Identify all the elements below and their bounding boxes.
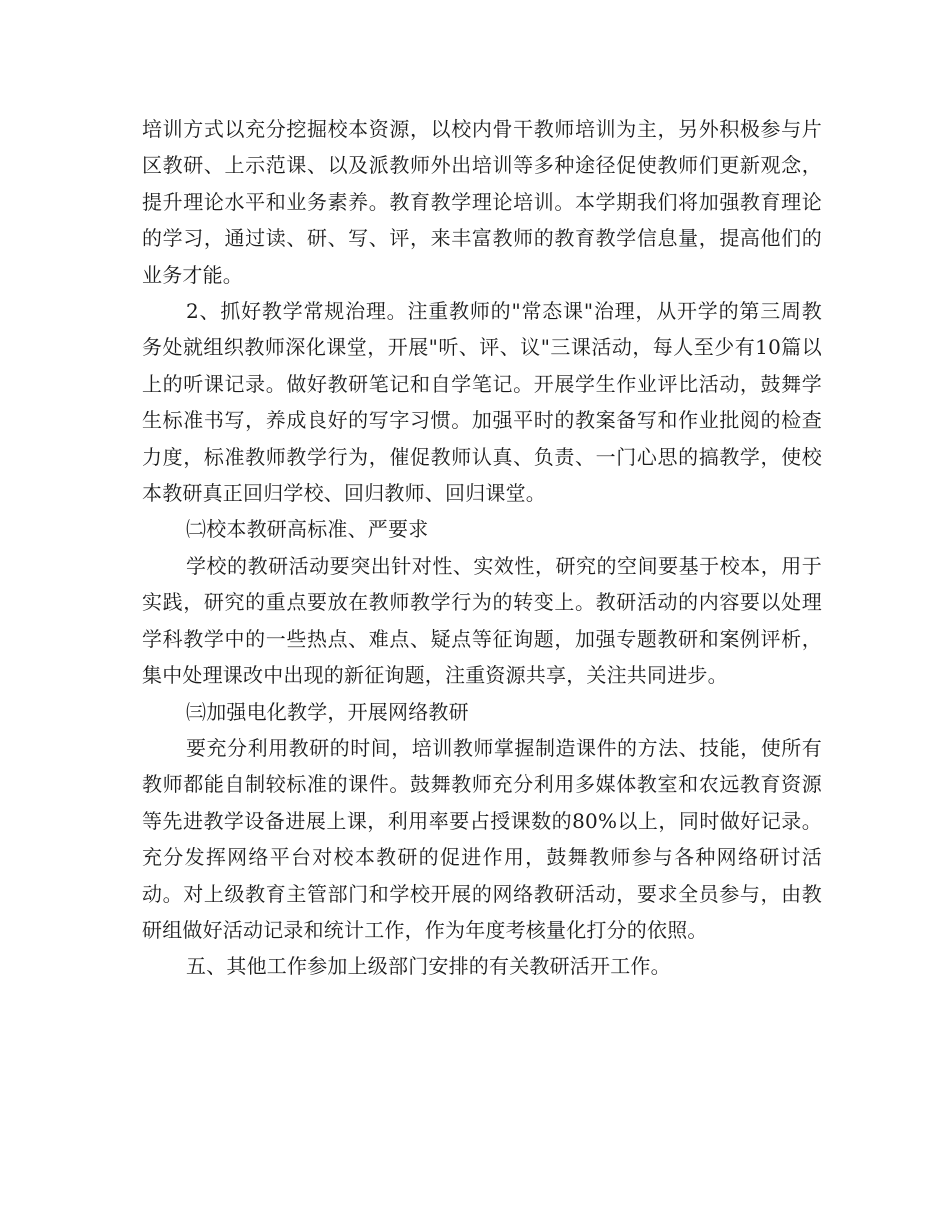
- paragraph-school-research: 学校的教研活动要突出针对性、实效性，研究的空间要基于校本，用于实践，研究的重点要放在教师教学行为的转变上。教研活动的内容要以处理学科教学中的一些热点、难点、疑点等征询题，加强专题教研和案例评析，集中处理课改中出现的新征询题，注重资源共享，关注共同进步。: [142, 553, 822, 688]
- paragraph-training-method: 培训方式以充分挖掘校本资源，以校内骨干教师培训为主，另外积极参与片区教研、上示范课、以及派教师外出培训等多种途径促使教师们更新观念，提升理论水平和业务素养。教育教学理论培训。本学期我们将加强教育理论的学习，通过读、研、写、评，来丰富教师的教育教学信息量，提高他们的业务才能。: [142, 117, 822, 287]
- section-heading-electronic-teaching: ㈢加强电化教学，开展网络教研: [186, 699, 469, 724]
- paragraph-other-work: 五、其他工作参加上级部门安排的有关教研活开工作。: [186, 954, 671, 979]
- section-heading-school-research: ㈡校本教研高标准、严要求: [186, 517, 429, 542]
- paragraph-electronic-teaching: 要充分利用教研的时间，培训教师掌握制造课件的方法、技能，使所有教师都能自制较标准的课件。鼓舞教师充分利用多媒体教室和农远教育资源等先进教学设备进展上课，利用率要占授课数的80%以上，同时做好记录。充分发挥网络平台对校本教研的促进作用，鼓舞教师参与各种网络研讨活动。对上级教育主管部门和学校开展的网络教研活动，要求全员参与，由教研组做好活动记录和统计工作，作为年度考核量化打分的依照。: [142, 735, 822, 942]
- paragraph-teaching-routine: 2、抓好教学常规治理。注重教师的"常态课"治理，从开学的第三周教务处就组织教师深化课堂，开展"听、评、议"三课活动，每人至少有10篇以上的听课记录。做好教研笔记和自学笔记。开展学生作业评比活动，鼓舞学生标准书写，养成良好的写字习惯。加强平时的教案备写和作业批阅的检查力度，标准教师教学行为，催促教师认真、负责、一门心思的搞教学，使校本教研真正回归学校、回归教师、回归课堂。: [142, 299, 822, 506]
- document-body: [142, 111, 822, 985]
